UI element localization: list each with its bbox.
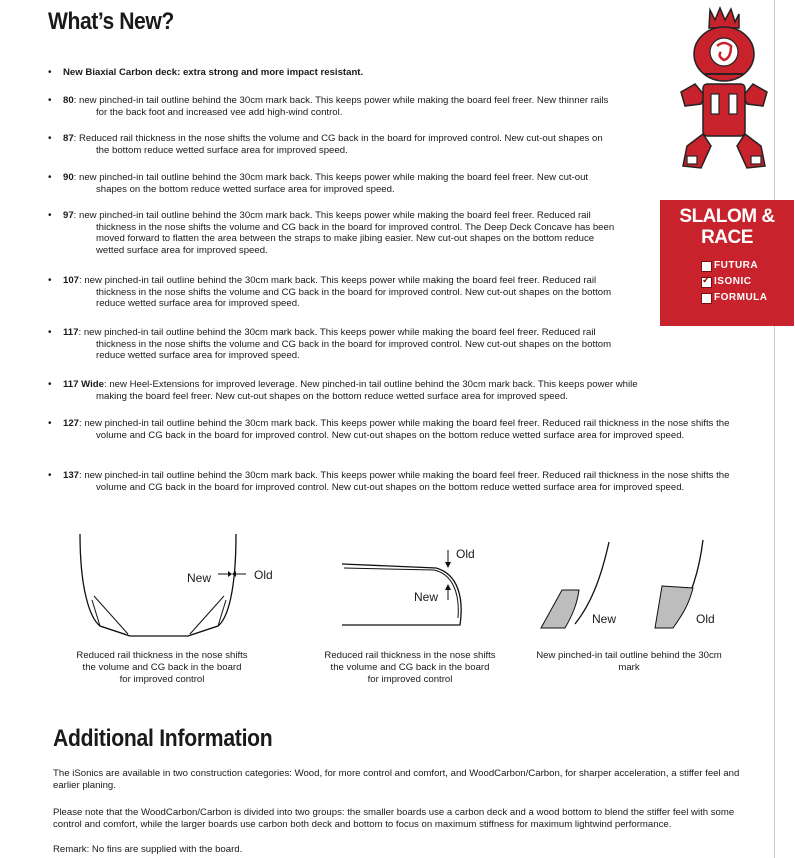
item-model: 117 [63,327,79,338]
checkbox-icon [701,293,712,304]
badge-option-futura [714,260,758,271]
diagram-new-label: New [187,571,212,585]
item-model: 137 [63,470,80,481]
badge-option-label: FUTURA [714,260,759,271]
item-model: 97 [63,210,74,221]
list-item [48,470,743,493]
item-text: : new pinched-in tail outline behind the 30cm mark back. This keeps power while making the board feel freer. Reduced rail thickness in the nose shifts the volume and CG back in the board for improved control. New cut-out shapes on the bottom reduce wetted surface area for improved speed. [79,418,730,441]
list-item [48,133,618,156]
diagram-caption: Reduced rail thickness in the nose shifts the volume and CG back in the board for improved control [324,650,496,686]
checkmark-icon: ✓ [702,275,711,286]
item-text: New Biaxial Carbon deck: extra strong and more impact resistant. [63,67,364,78]
rail-cross-section-diagram [70,530,250,642]
page-title: What’s New? [48,8,174,35]
list-item [48,418,743,441]
list-item [48,379,663,402]
badge-option-formula [714,292,768,303]
badge-title-line1: SLALOM & [679,206,775,227]
badge-option-label: ISONIC [714,276,752,287]
item-model: 90 [63,172,74,183]
badge-option-label: FORMULA [714,292,768,303]
nose-profile-diagram [340,548,470,628]
list-item [48,172,618,195]
list-item [48,275,623,310]
diagram-caption: New pinched-in tail outline behind the 30cm mark [536,650,722,674]
category-badge [660,200,794,326]
item-text: : new pinched-in tail outline behind the 30cm mark back. This keeps power while making the board feel freer. New cut-out shapes on the bottom reduce wetted surface area for improved speed. [73,172,589,195]
item-text: : new pinched-in tail outline behind the 30cm mark back. This keeps power while making the board feel freer. Reduced rail thickness in the nose shifts the volume and CG back in the board for improved control. New cut-out shapes on the bottom reduce wetted surface area for improved speed. [79,470,730,493]
item-text: : new Heel-Extensions for improved leverage. New pinched-in tail outline behind the 30cm mark back. This keeps power while making the board feel freer. New cut-out shapes on the bottom reduce wetted surface area for improved speed. [96,379,638,402]
diagram-old-label: Old [254,568,273,582]
item-text: : new pinched-in tail outline behind the 30cm mark back. This keeps power while making the board feel freer. Reduced rail thickness in the nose shifts the volume and CG back in the board for improved control. New cut-out shapes on the bottom reduce wetted surface area for improved speed. [78,327,612,362]
diagram-old-label: Old [696,612,715,626]
item-text: : new pinched-in tail outline behind the 30cm mark back. This keeps power while making the board feel freer. Reduced rail thickness in the nose shifts the volume and CG back in the board for improved control. New cut-out shapes on the bottom reduce wetted surface area for improved speed. [79,275,612,310]
badge-option-isonic [702,275,752,287]
paragraph-remark: Remark: No fins are supplied with the board. [53,844,243,855]
badge-title-line2: RACE [701,227,753,248]
diagram-caption: Reduced rail thickness in the nose shifts the volume and CG back in the board for improved control [76,650,248,686]
paragraph-carbon-groups: Please note that the WoodCarbon/Carbon is divided into two groups: the smaller boards use a carbon deck and a wood bottom to blend the stiffer feel with some control and comfort, while the larger boards use carbon both deck and bottom to focus on maximum stiffness for maximum lightwind performance. [53,807,735,830]
checkbox-icon [701,261,712,272]
item-text: : new pinched-in tail outline behind the 30cm mark back. This keeps power while making the board feel freer. New thinner rails for the back foot and increased vee add high-wind control. [73,95,609,118]
list-item [48,95,618,118]
item-model: 127 [63,418,80,429]
item-model: 87 [63,133,74,144]
list-item [48,327,623,362]
item-model: 117 Wide [63,379,104,390]
diagram-old-label: Old [456,547,475,561]
item-model: 107 [63,275,80,286]
item-text: : new pinched-in tail outline behind the 30cm mark back. This keeps power while making the board feel freer. Reduced rail thickness in the nose shifts the volume and CG back in the board for improved control. The Deep Deck Concave has been moved forward to flatten the area between the straps to make jibing easier. New cut-out shapes on the bottom reduce wetted surface area for improved speed. [73,210,615,256]
item-model: 80 [63,95,74,106]
paragraph-constructions: The iSonics are available in two construction categories: Wood, for more control and comfort, and WoodCarbon/Carbon, for sharper acceleration, a stiffer feel and earlier planing. [53,768,740,791]
tiki-logo-icon [675,6,773,176]
page-edge [774,0,775,858]
item-text: : Reduced rail thickness in the nose shifts the volume and CG back in the board for improved control. New cut-out shapes on the bottom reduce wetted surface area for improved speed. [73,133,603,156]
diagram-new-label: New [592,612,617,626]
section-title: Additional Information [53,725,273,752]
list-item [48,67,363,79]
diagram-new-label: New [414,590,439,604]
checkbox-checked-icon [701,277,712,288]
list-item [48,210,618,256]
